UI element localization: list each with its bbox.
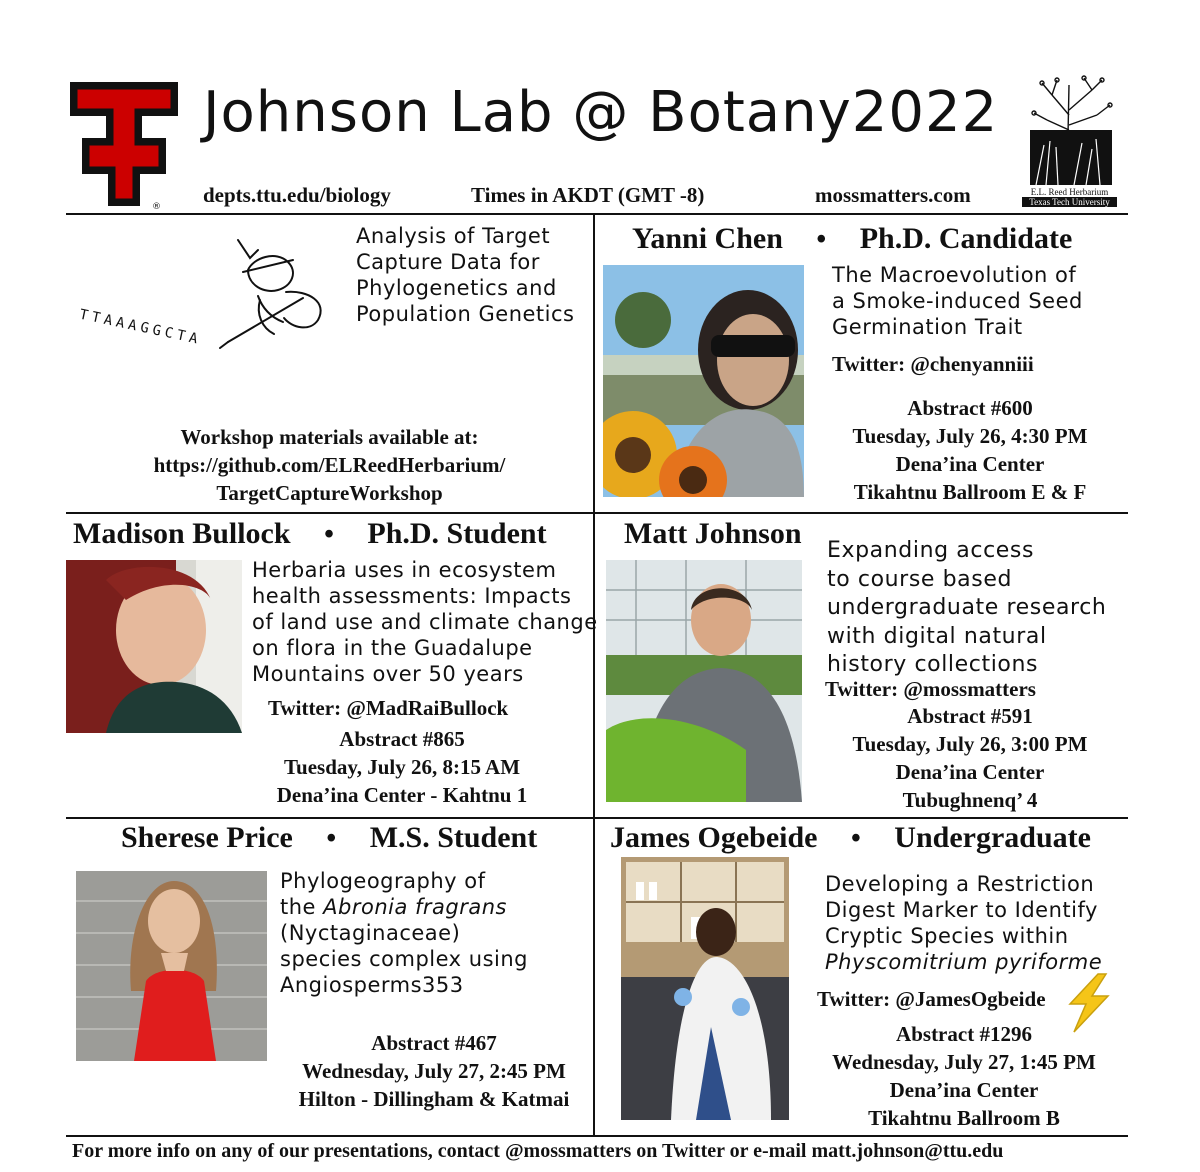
divider-top (66, 213, 1128, 215)
dept-link[interactable]: depts.ttu.edu/biology (203, 183, 391, 207)
james-photo (621, 857, 789, 1120)
footer-contact: For more info on any of our presentations, contact @mossmatters on Twitter or e-mail matt.johnson@ttu.edu (72, 1140, 1004, 1162)
divider-row2 (66, 817, 1128, 819)
matt-talk: Expanding access to course based undergraduate research with digital natural history collections (827, 538, 1107, 677)
workshop-github-link[interactable]: https://github.com/ELReedHerbarium/ (153, 453, 506, 477)
divider-row1 (66, 512, 1128, 514)
james-details: Abstract #1296 Wednesday, July 27, 1:45 PM Dena’ina Center Tikahtnu Ballroom B (832, 1022, 1096, 1130)
madison-photo (66, 560, 242, 733)
divider-bottom (66, 1135, 1128, 1137)
sherese-photo (76, 871, 267, 1061)
james-heading: James Ogebeide • Undergraduate (610, 821, 1091, 854)
sherese-details: Abstract #467 Wednesday, July 27, 2:45 PM Hilton - Dillingham & Katmai (298, 1031, 570, 1111)
species-name: Abronia fragrans (323, 895, 507, 919)
sherese-talk: Phylogeography of the Abronia fragrans (Nyctaginaceae) species complex using Angiosperms353 (280, 869, 529, 997)
yanni-heading: Yanni Chen • Ph.D. Candidate (632, 222, 1073, 255)
yanni-talk: The Macroevolution of a Smoke-induced Seed Germination Trait (832, 263, 1083, 339)
species-name: Physcomitrium pyriforme (825, 950, 1103, 974)
yanni-photo (603, 265, 804, 497)
registered-mark: ® (152, 202, 161, 212)
james-talk: Developing a Restriction Digest Marker to Identify Cryptic Species within Physcomitrium pyriforme (825, 872, 1103, 974)
madison-talk: Herbaria uses in ecosystem health assessments: Impacts of land use and climate change on flora in the Guadalupe Mountains over 50 years (252, 558, 598, 686)
madison-heading: Madison Bullock • Ph.D. Student (73, 517, 547, 550)
matt-heading: Matt Johnson (624, 517, 802, 550)
site-link[interactable]: mossmatters.com (815, 183, 971, 207)
herbarium-logo (1022, 75, 1117, 210)
herbarium-univ: Texas Tech University (1022, 197, 1117, 207)
ttu-logo (68, 80, 183, 210)
herbarium-name: E.L. Reed Herbarium (1030, 187, 1109, 197)
matt-photo (606, 560, 802, 802)
page-title: Johnson Lab @ Botany2022 (203, 80, 999, 145)
workshop-sketch (78, 230, 338, 390)
workshop-materials: Workshop materials available at: https://github.com/ELReedHerbarium/ TargetCaptureWorkshop (66, 423, 593, 507)
yanni-details: Abstract #600 Tuesday, July 26, 4:30 PM Dena’ina Center Tikahtnu Ballroom E & F (852, 396, 1088, 504)
timezone-note: Times in AKDT (GMT -8) (471, 183, 705, 207)
yanni-twitter[interactable]: Twitter: @chenyanniii (832, 352, 1034, 376)
dna-letters: TTAAAGGCTA (77, 306, 203, 349)
madison-twitter[interactable]: Twitter: @MadRaiBullock (268, 696, 509, 720)
matt-twitter[interactable]: Twitter: @mossmatters (825, 677, 1036, 701)
james-twitter[interactable]: Twitter: @JamesOgbeide (817, 987, 1046, 1011)
sherese-heading: Sherese Price • M.S. Student (121, 821, 538, 854)
madison-details: Abstract #865 Tuesday, July 26, 8:15 AM Dena’ina Center - Kahtnu 1 (276, 727, 528, 807)
workshop-title: Analysis of Target Capture Data for Phylogenetics and Population Genetics (356, 224, 575, 326)
matt-details: Abstract #591 Tuesday, July 26, 3:00 PM Dena’ina Center Tubughnenq’ 4 (852, 704, 1088, 812)
